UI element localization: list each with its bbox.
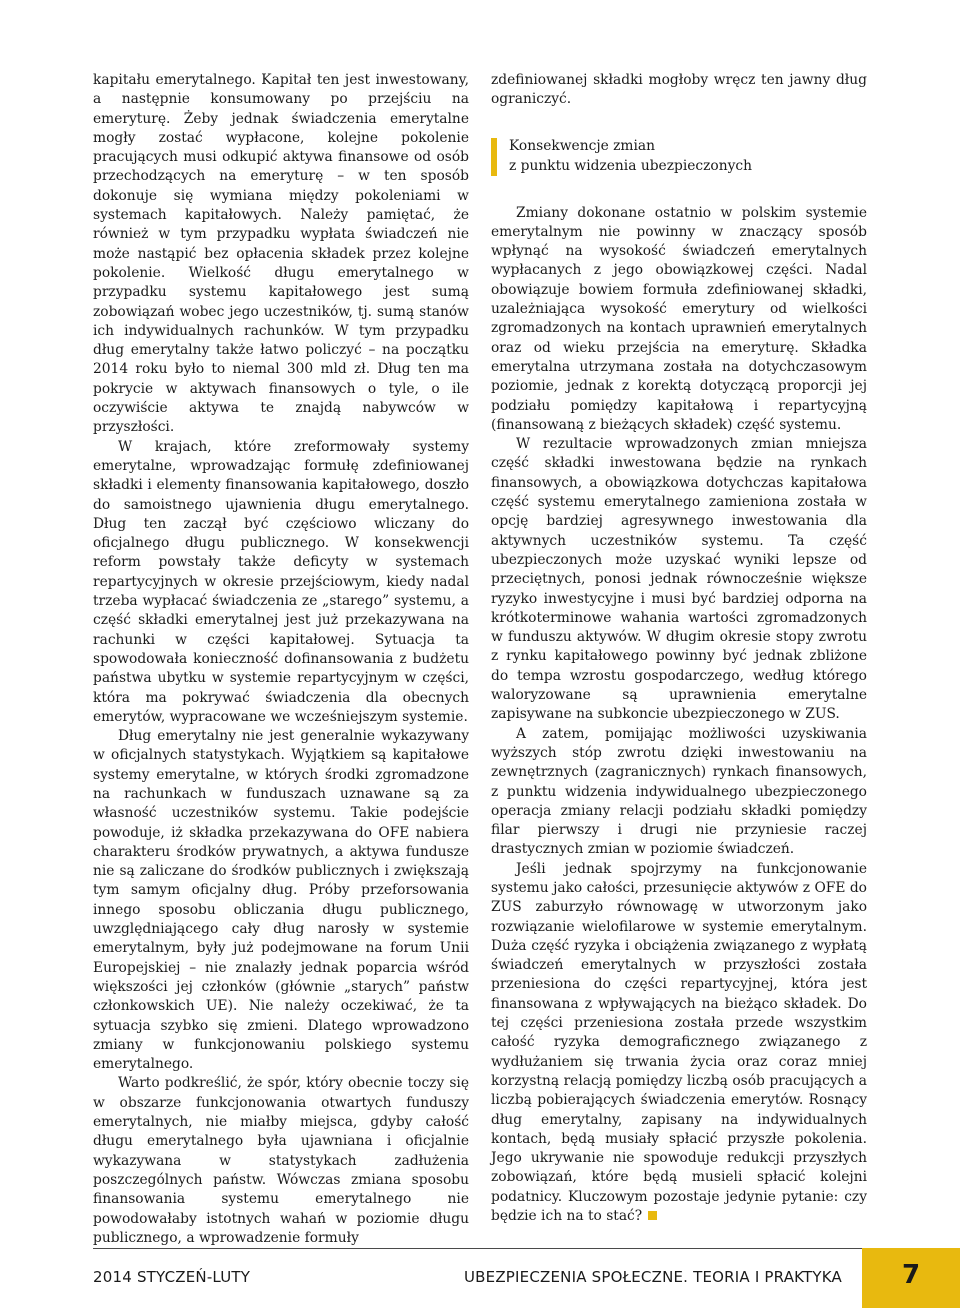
right-column: [491, 71, 867, 1226]
left-paragraph-4: Warto podkreślić, że spór, który obecnie toczy się w obszarze funkcjonowania otwartych funduszy emerytalnych, nie miałby miejsca, gdyby całość długu emerytalnego była ujawniana i oficjalnie wykazywana w statystykach zadłużenia poszczególnych państw. Wówczas zmiana sposobu finansowania systemu emerytalnego nie powodowałaby istotnych wahań w poziomie długu publicznego, a wprowadzenie formuły: [93, 1075, 469, 1246]
section-heading: [491, 136, 867, 176]
footer-issue: 2014 STYCZEŃ-LUTY: [93, 1268, 251, 1286]
left-paragraph-1: kapitału emerytalnego. Kapitał ten jest inwestowany, a następnie konsumowany po przejściu na emeryturę. Żeby jednak świadczenia emerytalne mogły zostać wypłacone, kolejne pokolenie pracujących musi odkupić aktywa finansowe od osób przechodzących na emeryturę – w ten sposób dokonuje się wymiana między pokoleniami w systemach kapitałowych. Należy pamiętać, że również w tym przypadku wypłata świadczeń nie może nastąpić bez opłacenia składek przez kolejne pokolenie. Wielkość długu emerytalnego w przypadku systemu kapitałowego jest sumą zobowiązań wobec jego uczestników, tj. sumą stanów ich indywidualnych rachunków. W tym przypadku dług emerytalny także łatwo policzyć – na początku 2014 roku było to niemal 300 mld zł. Dług ten ma pokrycie w aktywach finansowych o tyle, o ile oczywiście aktywa te znajdą nabywców w przyszłości.: [93, 72, 469, 436]
footer-rule: [93, 1248, 863, 1249]
right-paragraph-4-text: Jeśli jednak spojrzymy na funkcjonowanie systemu jako całości, przesunięcie aktywów z OFE do ZUS zaburzyło równowagę w utworzonym jako rozwiązanie wielofilarowe w systemie emerytalnym. Duża część ryzyka i obciążenia związanego z wypłatą świadczeń emerytalnych w przyszłości została przeniesiona do części repartycyjnej, która jest finansowana z wpływających na bieżąco składek. Do tej części przeniesiona została przede wszystkim całość ryzyka demograficznego związanego z wydłużaniem się trwania życia oraz coraz mniej korzystną relacją pomiędzy liczbą osób pracujących a liczbą pobierających świadczenia emerytów. Rosnący dług emerytalny, zapisany na indywidualnych kontach, będą musiały spłacić przyszłe pokolenia. Jego ukrywanie nie spowoduje redukcji przyszłych zobowiązań, które będą musieli spłacić kolejni podatnicy. Kluczowym pozostaje jedynie pytanie: czy będzie ich na to stać?: [491, 860, 867, 1225]
page-number-box: [862, 1248, 960, 1308]
left-paragraph-2: W krajach, które zreformowały systemy emerytalne, wprowadzając formułę zdefiniowanej składki i elementy finansowania kapitałowego, doszło do samoistnego ujawnienia długu emerytalnego. Dług ten zaczął być częściowo wliczany do oficjalnego długu publicznego. W konsekwencji reform powstały także deficyty w systemach repartycyjnych w okresie przejściowym, kiedy nadal trzeba wypłacać świadczenia ze „starego” systemu, a część składki emerytalnej jest już przekazywana na rachunki w części kapitałowej. Sytuacja ta spowodowała konieczność dofinansowania z budżetu państwa ubytku w systemie repartycyjnym w części, która ma pokrywać świadczenia dla obecnych emerytów, wypracowane we wcześniejszym systemie.: [93, 438, 469, 725]
section-title-line-2: z punktu widzenia ubezpieczonych: [509, 157, 752, 174]
left-paragraph-3: Dług emerytalny nie jest generalnie wykazywany w oficjalnych statystykach. Wyjątkiem są kapitałowe systemy emerytalne, w których środki zgromadzone na rachunkach w funduszach uznawane są za własność uczestników systemu. Takie podejście powoduje, iż składka przekazywana do OFE nabiera charakteru środków prywatnych, a aktywa fundusze nie są zaliczane do środków publicznych i zwiększają tym samym oficjalny dług. Próby przeforsowania innego sposobu obliczania długu publicznego, uwzględniającego cały dług narosły w systemie emerytalnym, były już podejmowane na forum Unii Europejskiej – nie znalazły jednak poparcia wśród większości jej członków (głównie „starych” państw członkowskich UE). Nie należy oczekiwać, że ta sytuacja szybko się zmieni. Dlatego wprowadzono zmiany w funkcjonowaniu polskiego systemu emerytalnego.: [93, 728, 469, 1073]
section-accent-bar: [491, 138, 497, 176]
page-number: 7: [901, 1260, 921, 1290]
footer-journal-title: UBEZPIECZENIA SPOŁECZNE. TEORIA I PRAKTYKA: [463, 1268, 842, 1286]
right-paragraph-3: A zatem, pomijając możliwości uzyskiwania wyższych stóp zwrotu dzięki inwestowaniu na zewnętrznych (zagranicznych) rynkach finansowych, z punktu widzenia indywidualnego ubezpieczonego operacja zmiany relacji podziału składki pomiędzy filar pierwszy i drugi nie przyniesie raczej drastycznych zmian w poziomie świadczeń.: [491, 725, 867, 858]
section-title-line-1: Konsekwencje zmian: [509, 137, 656, 154]
right-paragraph-4: [491, 860, 867, 1227]
right-paragraph-0: zdefiniowanej składki mogłoby wręcz ten jawny dług ograniczyć.: [491, 72, 867, 108]
left-column: [93, 71, 469, 1248]
right-paragraph-2: W rezultacie wprowadzonych zmian mniejsza część składki inwestowana będzie na rynkach finansowych, a obowiązkowa dotychczas kapitałowa część systemu emerytalnego zamieniona została w opcję bardziej agresywnego inwestowania dla aktywnych uczestników systemu. Ta część ubezpieczonych może uzyskać wyniki lepsze od przeciętnych, ponosi jednak równocześnie większe ryzyko inwestycyjne i musi być bardziej odporna na krótkoterminowe wahania wartości zgromadzonych w funduszu aktywów. W długim okresie stopy zwrotu z rynku kapitałowego powinny być jednak zbliżone do tempa wzrostu gospodarczego, według którego waloryzowane są uprawnienia emerytalne zapisywane na subkoncie ubezpieczonego w ZUS.: [491, 436, 867, 723]
right-paragraph-1: Zmiany dokonane ostatnio w polskim systemie emerytalnym nie powinny w znaczący sposób wpłynąć na wysokość świadczeń emerytalnych wypłacanych z jego obowiązkowej części. Nadal obowiązuje bowiem formuła zdefiniowanej składki, uzależniająca wysokość emerytury od wielkości zgromadzonych na kontach uprawnień emerytalnych oraz od wieku przejścia na emeryturę. Składka emerytalna utrzymana została na dotychczasowym poziomie, jednak z korektą dotyczącą proporcji jej podziału pomiędzy kapitałową i repartycyjną (finansowaną z bieżących składek) część systemu.: [491, 204, 867, 433]
end-of-article-square-icon: [648, 1211, 657, 1220]
